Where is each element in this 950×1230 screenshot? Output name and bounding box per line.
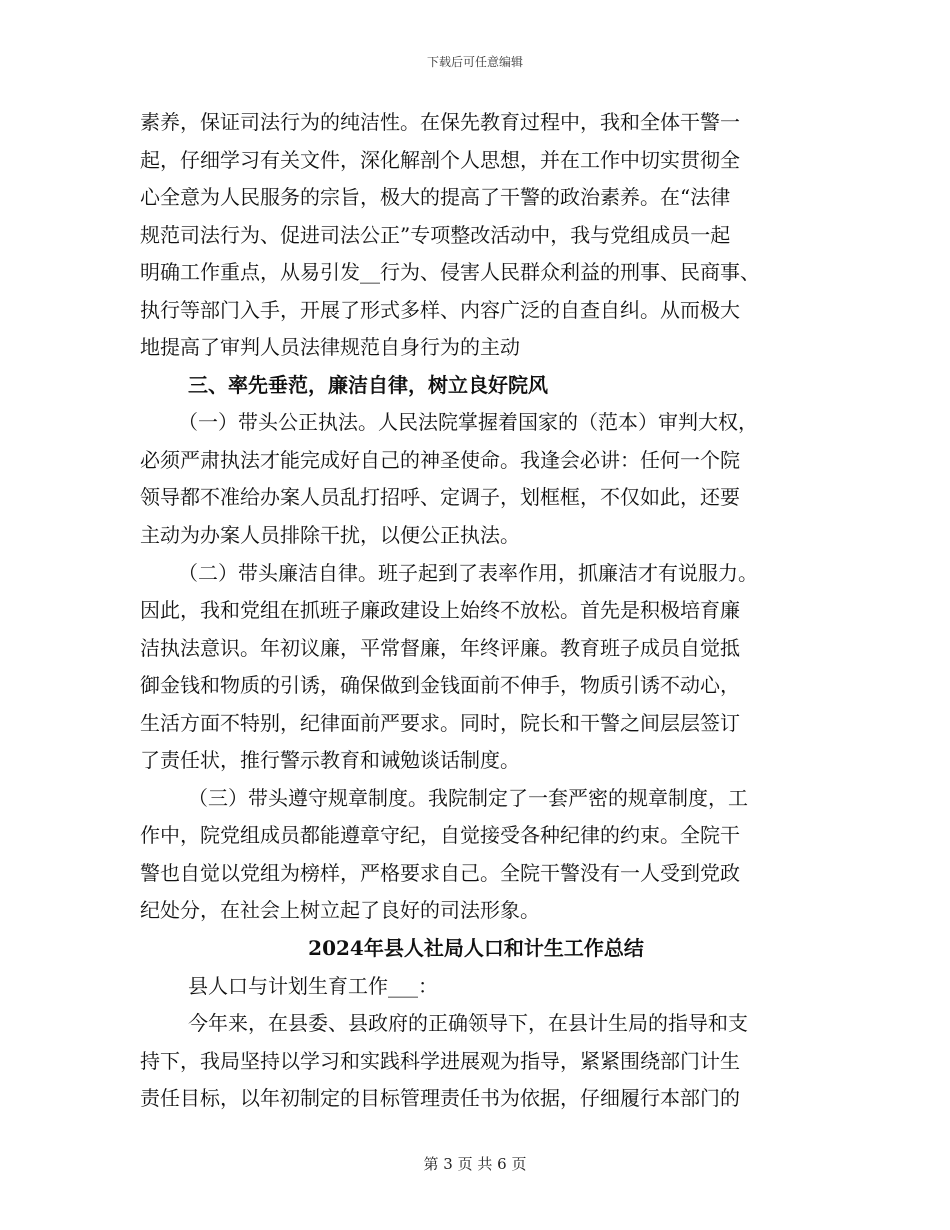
body-line: 生活方面不特别，纪律面前严要求。同时，院长和干警之间层层签订 xyxy=(140,710,740,735)
body-line: 县人口与计划生育工作___： xyxy=(188,973,438,998)
body-line: 责任目标，以年初制定的目标管理责任书为依据，仔细履行本部门的 xyxy=(140,1086,740,1111)
document-body xyxy=(140,104,812,1118)
body-line: 了责任状，推行警示教育和诫勉谈话制度。 xyxy=(140,748,520,773)
body-line: 今年来，在县委、县政府的正确领导下，在县计生局的指导和支 xyxy=(188,1011,748,1036)
body-line: 领导都不准给办案人员乱打招呼、定调子，划框框，不仅如此，还要 xyxy=(140,485,740,510)
body-line: 洁执法意识。年初议廉，平常督廉，年终评廉。教育班子成员自觉抵 xyxy=(140,635,740,660)
body-line: 因此，我和党组在抓班子廉政建设上始终不放松。首先是积极培育廉 xyxy=(140,598,740,623)
body-line: 明确工作重点，从易引发__行为、侵害人民群众利益的刑事、民商事、 xyxy=(140,260,760,285)
body-line: （二）带头廉洁自律。班子起到了表率作用，抓廉洁才有说服力。 xyxy=(178,560,758,585)
body-line: 必须严肃执法才能完成好自己的神圣使命。我逢会必讲：任何一个院 xyxy=(140,447,740,472)
body-line: 地提高了审判人员法律规范自身行为的主动 xyxy=(140,335,520,360)
body-line: 警也自觉以党组为榜样，严格要求自己。全院干警没有一人受到党政 xyxy=(140,860,740,885)
body-line: （三）带头遵守规章制度。我院制定了一套严密的规章制度，工 xyxy=(188,785,748,810)
page-number: 第 3 页 共 6 页 xyxy=(423,1155,527,1173)
body-line: （一）带头公正执法。人民法院掌握着国家的（范本）审判大权， xyxy=(178,410,758,435)
body-line: 作中，院党组成员都能遵章守纪，自觉接受各种纪律的约束。全院干 xyxy=(140,823,740,848)
section-heading: 三、率先垂范，廉洁自律，树立良好院风 xyxy=(188,372,548,397)
article-title: 2024年县人社局人口和计生工作总结 xyxy=(308,936,644,961)
body-line: 起，仔细学习有关文件，深化解剖个人思想，并在工作中切实贯彻全 xyxy=(140,147,740,172)
body-line: 规范司法行为、促进司法公正”专项整改活动中，我与党组成员一起 xyxy=(140,222,731,247)
body-line: 持下，我局坚持以学习和实践科学进展观为指导，紧紧围绕部门计生 xyxy=(140,1048,740,1073)
body-line: 纪处分，在社会上树立起了良好的司法形象。 xyxy=(140,898,540,923)
body-line: 主动为办案人员排除干扰，以便公正执法。 xyxy=(140,523,520,548)
page-header: 下载后可任意编辑 xyxy=(426,55,523,69)
body-line: 执行等部门入手，开展了形式多样、内容广泛的自查自纠。从而极大 xyxy=(140,297,740,322)
body-line: 御金钱和物质的引诱，确保做到金钱面前不伸手，物质引诱不动心， xyxy=(140,673,740,698)
body-line: 素养，保证司法行为的纯洁性。在保先教育过程中，我和全体干警一 xyxy=(140,110,740,134)
body-line: 心全意为人民服务的宗旨，极大的提高了干警的政治素养。在“法律 xyxy=(140,185,731,210)
